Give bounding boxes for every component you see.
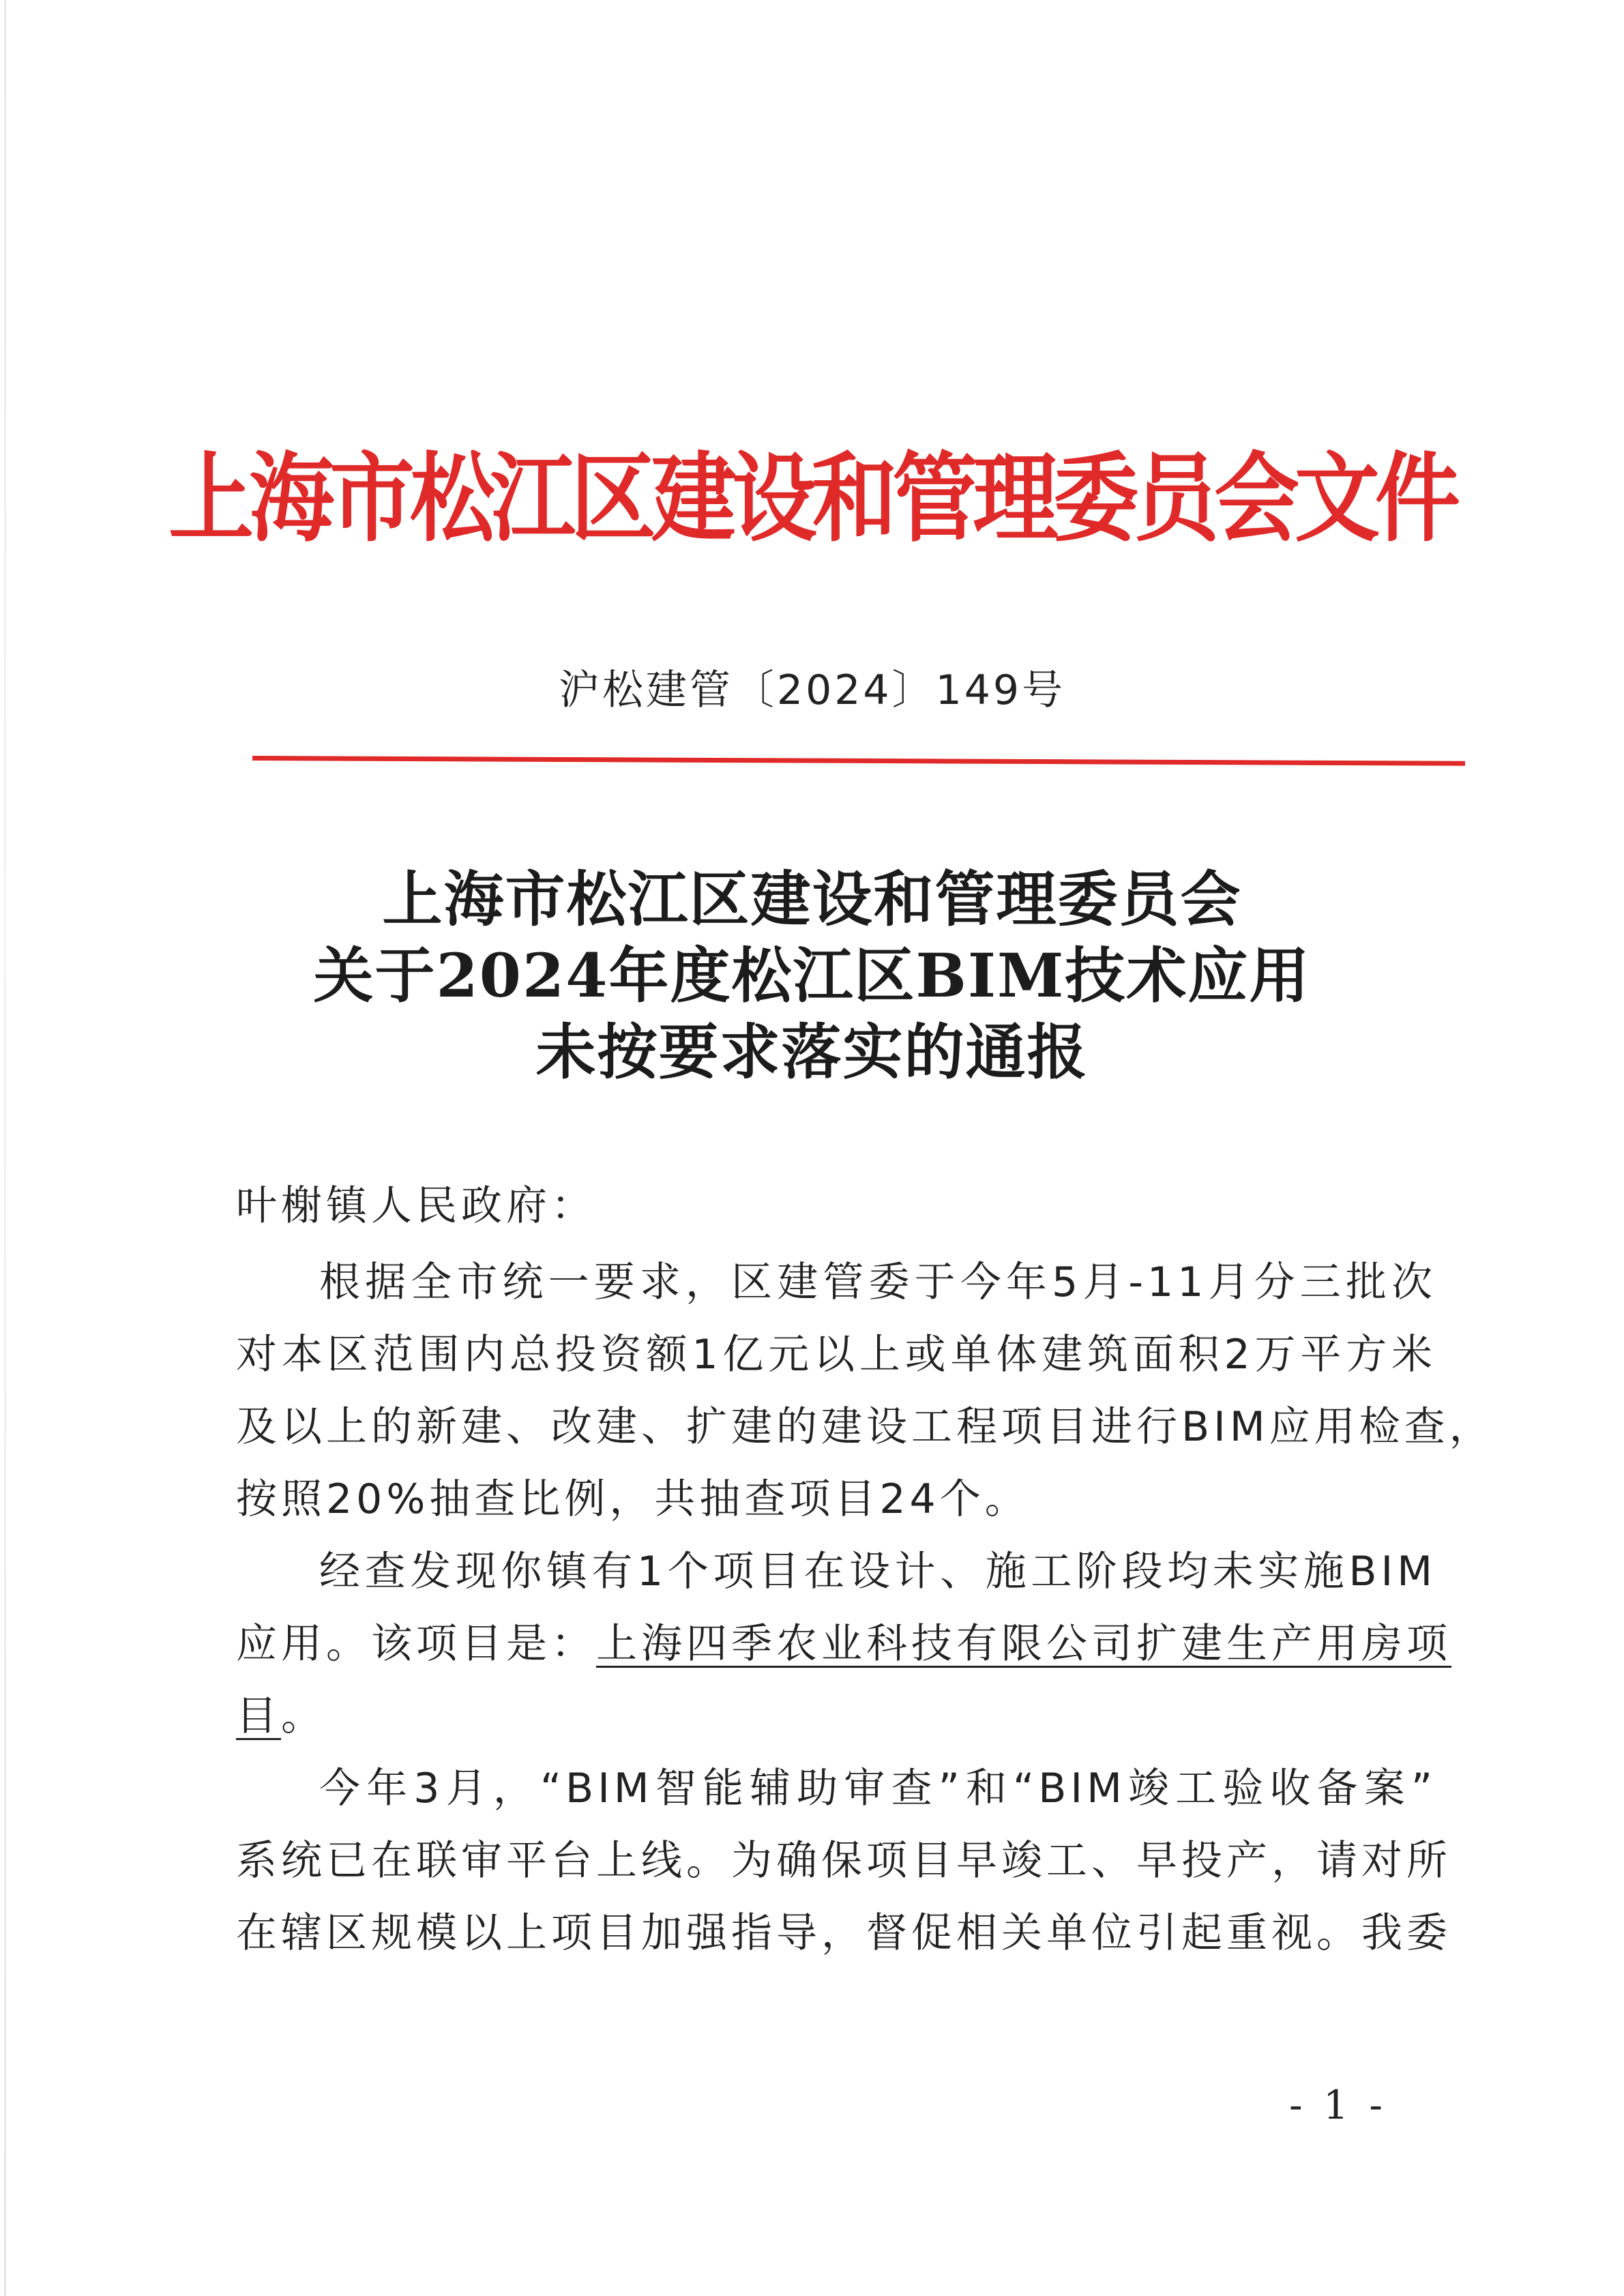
paragraph-line: 今年3月，“BIM智能辅助审查”和“BIM竣工验收备案” <box>319 1765 1436 1812</box>
paragraph-line: 对本区范围内总投资额1亿元以上或单体建筑面积2万平方米 <box>236 1331 1436 1379</box>
paragraph-text: 。 <box>281 1692 326 1740</box>
document-number: 沪松建管〔2024〕149号 <box>558 666 1066 714</box>
red-divider-line <box>252 756 1465 766</box>
salutation: 叶榭镇人民政府： <box>236 1182 596 1230</box>
notice-title <box>0 861 1624 1090</box>
page-number: - 1 - <box>1289 2082 1387 2128</box>
paragraph-text: 应用。该项目是： <box>236 1620 596 1668</box>
paragraph-line <box>236 1680 1436 1752</box>
paragraph-3 <box>236 1752 1451 1969</box>
scan-edge <box>4 0 6 2296</box>
issuing-authority-title: 上海市松江区建设和管理委员会文件 <box>168 442 1456 555</box>
paragraph-1 <box>236 1246 1494 1535</box>
paragraph-line: 在辖区规模以上项目加强指导，督促相关单位引起重视。我委 <box>236 1909 1451 1957</box>
project-name-underlined: 上海四季农业科技有限公司扩建生产用房项 <box>596 1620 1451 1668</box>
paragraph-line: 系统已在联审平台上线。为确保项目早竣工、早投产，请对所 <box>236 1837 1451 1885</box>
project-name-underlined: 目 <box>236 1692 281 1740</box>
paragraph-line <box>236 1608 1451 1680</box>
notice-title-line: 未按要求落实的通报 <box>535 1016 1089 1087</box>
paragraph-line: 按照20%抽查比例，共抽查项目24个。 <box>236 1475 1030 1523</box>
paragraph-line: 经查发现你镇有1个项目在设计、施工阶段均未实施BIM <box>319 1548 1436 1595</box>
notice-title-line: 上海市松江区建设和管理委员会 <box>382 864 1242 934</box>
notice-title-line: 关于2024年度松江区BIM技术应用 <box>313 940 1311 1011</box>
paragraph-line: 及以上的新建、改建、扩建的建设工程项目进行BIM应用检查， <box>236 1403 1494 1451</box>
paragraph-2 <box>236 1535 1451 1752</box>
paragraph-line: 根据全市统一要求，区建管委于今年5月-11月分三批次 <box>319 1259 1436 1306</box>
document-body <box>236 1170 1494 1969</box>
